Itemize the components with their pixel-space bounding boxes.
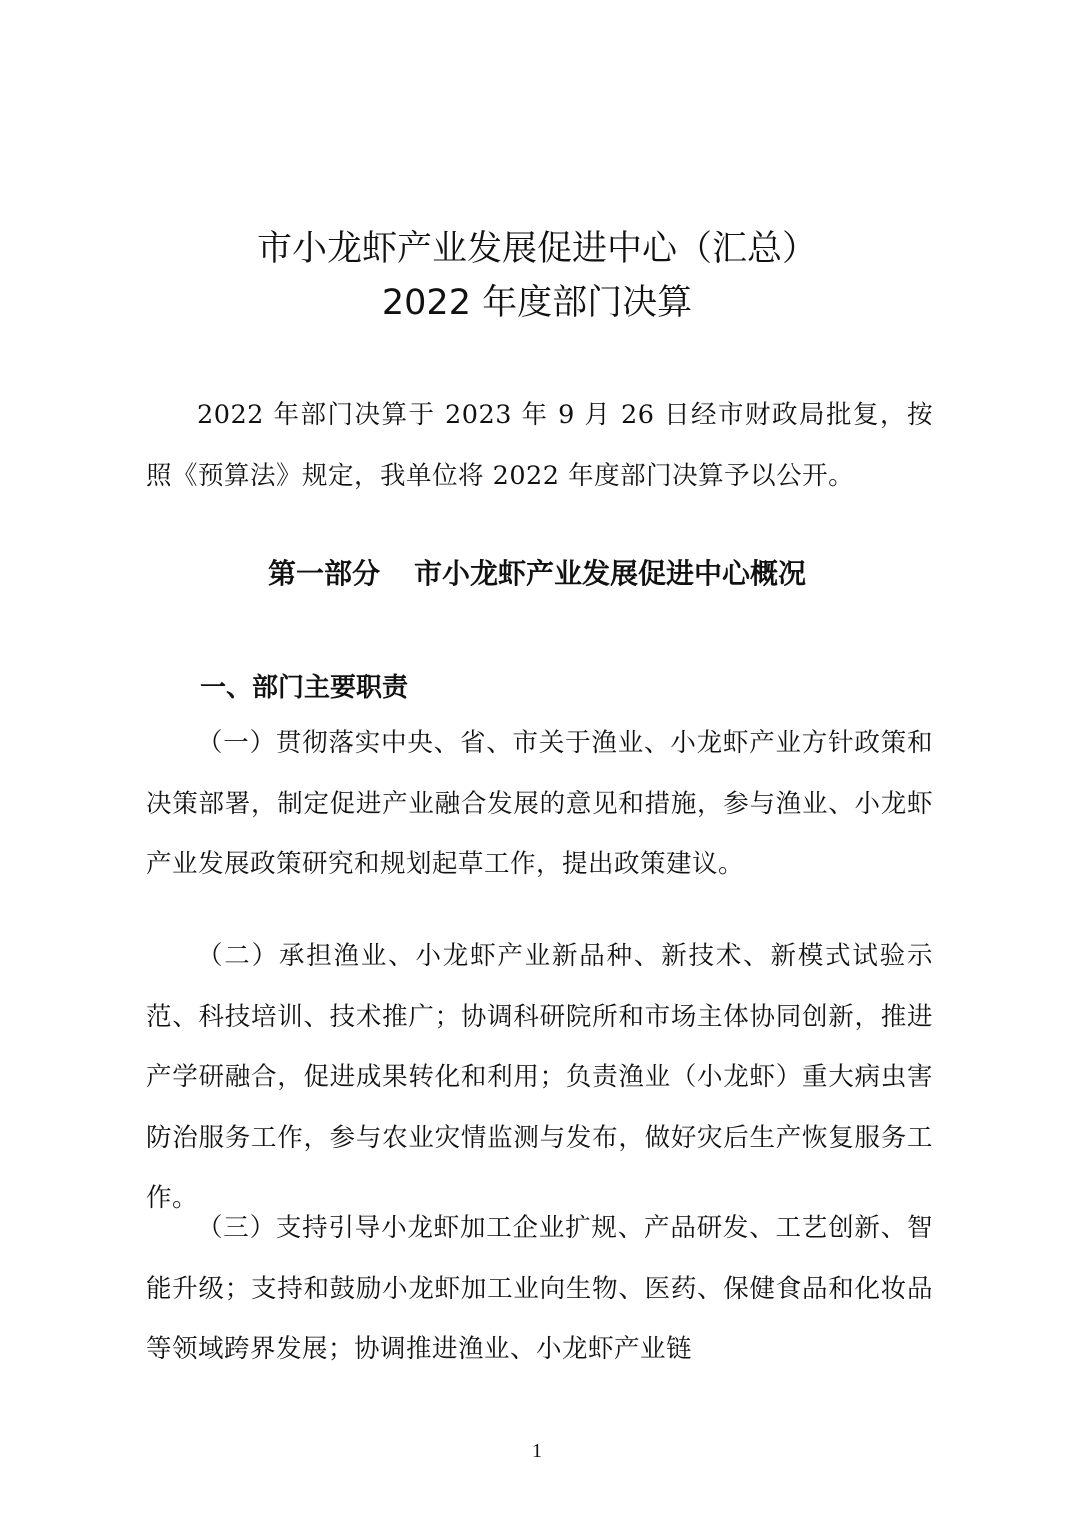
- responsibility-paragraph-3: （三）支持引导小龙虾加工企业扩规、产品研发、工艺创新、智能升级；支持和鼓励小龙虾加工业向生物、医药、保健食品和化妆品等领域跨界发展；协调推进渔业、小龙虾产业链: [146, 1213, 933, 1364]
- part-one-title: 市小龙虾产业发展促进中心概况: [414, 557, 807, 590]
- document-title-line-2: 2022 年度部门决算: [381, 283, 693, 323]
- intro-paragraph: 2022 年部门决算于 2023 年 9 月 26 日经市财政局批复，按照《预算法》规定，我单位将 2022 年度部门决算予以公开。: [146, 400, 933, 491]
- responsibility-paragraph-2: （二）承担渔业、小龙虾产业新品种、新技术、新模式试验示范、科技培训、技术推广；协调科研院所和市场主体协同创新，推进产学研融合，促进成果转化和利用；负责渔业（小龙虾）重大病虫害防治服务工作，参与农业灾情监测与发布，做好灾后生产恢复服务工作。: [146, 941, 933, 1213]
- responsibility-paragraph-1: （一）贯彻落实中央、省、市关于渔业、小龙虾产业方针政策和决策部署，制定促进产业融合发展的意见和措施，参与渔业、小龙虾产业发展政策研究和规划起草工作，提出政策建议。: [146, 728, 933, 879]
- part-one-heading: [0, 546, 1074, 602]
- part-one-label: 第一部分: [267, 557, 380, 590]
- document-title-line-1: 市小龙虾产业发展促进中心（汇总）: [256, 229, 817, 269]
- section-heading-responsibilities: 一、部门主要职责: [200, 673, 409, 703]
- page-number: 1: [532, 1440, 542, 1462]
